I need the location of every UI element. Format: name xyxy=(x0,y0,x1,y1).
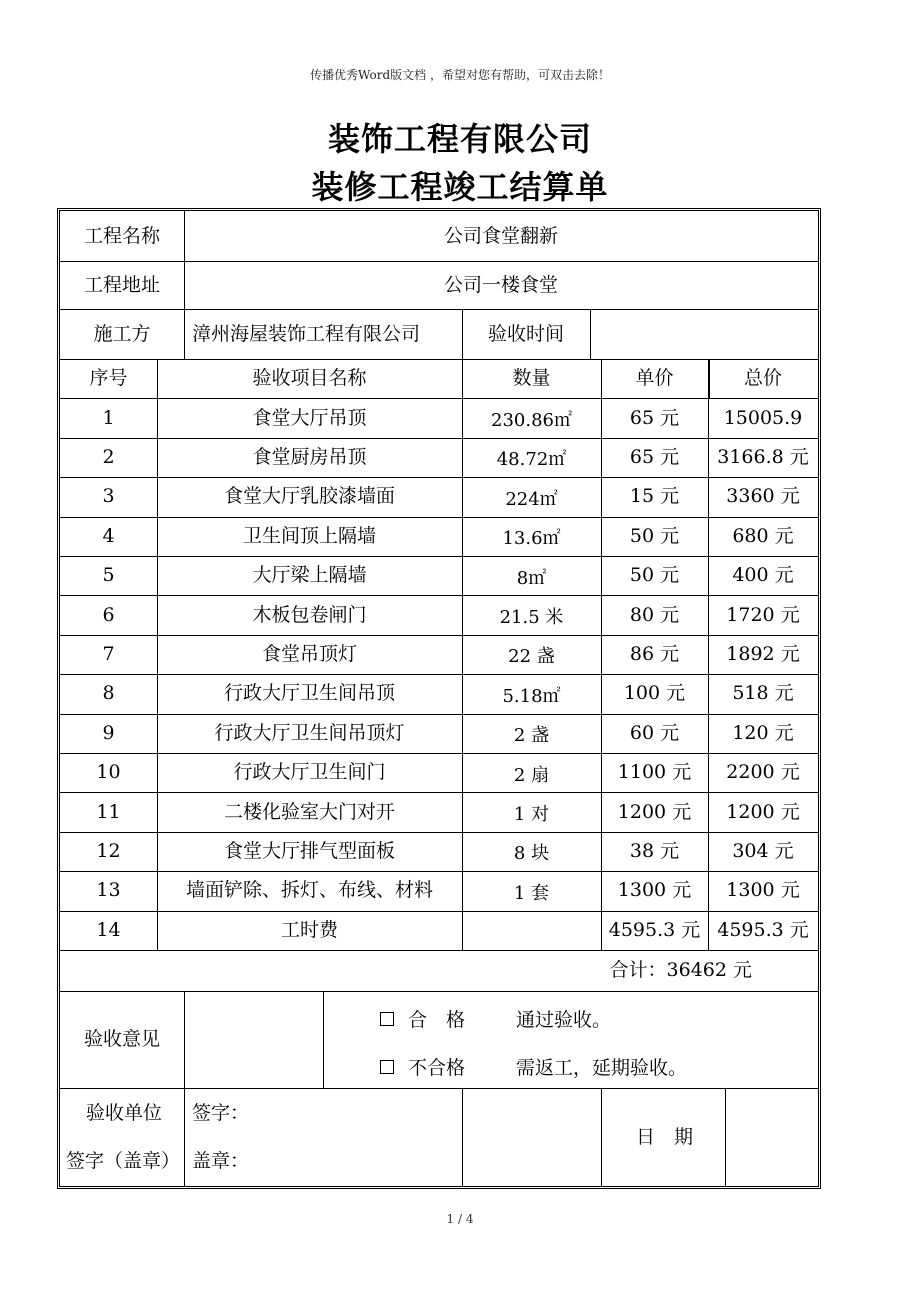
opinion-pass-description: 通过验收。 xyxy=(516,1009,612,1031)
sign-unit-label: 验收单位 xyxy=(85,1101,162,1124)
row-unit-price: 65 元 xyxy=(629,445,680,468)
row-total: 15005.9 xyxy=(723,406,803,429)
row-item-name: 食堂大厅吊顶 xyxy=(252,406,367,429)
grid-line xyxy=(708,359,710,398)
row-no: 1 xyxy=(102,406,115,429)
row-unit-price: 1100 元 xyxy=(617,761,692,784)
row-no: 5 xyxy=(102,564,115,587)
row-item-name: 二楼化验室大门对开 xyxy=(223,800,395,823)
row-quantity: 224㎡ xyxy=(505,488,558,510)
row-total: 4595.3 元 xyxy=(717,918,809,941)
row-no: 3 xyxy=(102,485,115,508)
row-item-name: 大厅梁上隔墙 xyxy=(252,564,367,587)
row-no: 13 xyxy=(96,879,121,902)
row-total: 680 元 xyxy=(732,524,794,547)
contractor-label: 施工方 xyxy=(93,322,151,345)
row-no: 9 xyxy=(102,721,115,744)
row-unit-price: 65 元 xyxy=(629,406,680,429)
row-no: 4 xyxy=(102,524,115,547)
row-quantity: 8㎡ xyxy=(516,567,547,589)
row-item-name: 食堂大厅排气型面板 xyxy=(223,839,395,862)
row-total: 2200 元 xyxy=(726,761,800,784)
grid-line xyxy=(708,398,709,950)
project-name-label: 工程名称 xyxy=(83,224,160,247)
row-item-name: 卫生间顶上隔墙 xyxy=(242,524,376,547)
acceptance-time-value xyxy=(590,309,818,359)
sum-total: 合计：36462 元 xyxy=(609,959,752,981)
document-title: 装修工程竣工结算单 xyxy=(311,168,609,206)
page-indicator: 1 / 4 xyxy=(446,1212,474,1226)
row-no: 14 xyxy=(96,918,121,941)
opinion-label: 验收意见 xyxy=(83,1028,160,1050)
row-total: 1892 元 xyxy=(726,642,800,665)
row-unit-price: 38 元 xyxy=(629,839,680,862)
row-quantity: 1 套 xyxy=(513,882,550,904)
project-address-value: 公司一楼食堂 xyxy=(443,273,558,296)
project-name-value: 公司食堂翻新 xyxy=(443,224,558,247)
date-label: 日 期 xyxy=(635,1125,693,1148)
row-unit-price: 50 元 xyxy=(629,524,680,547)
contractor-value: 漳州海屋装饰工程有限公司 xyxy=(192,322,421,345)
row-total: 1200 元 xyxy=(726,800,800,823)
signature-label: 签字： xyxy=(192,1101,250,1124)
row-item-name: 木板包卷闸门 xyxy=(252,603,367,626)
grid-line xyxy=(462,1088,463,1186)
row-quantity: 5.18㎡ xyxy=(502,685,561,707)
opinion-pass-status: 合 格 xyxy=(408,1009,466,1031)
row-unit-price: 1300 元 xyxy=(617,879,692,902)
row-item-name: 食堂大厅乳胶漆墙面 xyxy=(223,485,395,508)
opinion-pass xyxy=(380,1005,611,1032)
grid-line xyxy=(323,991,324,1088)
row-quantity: 2 扇 xyxy=(513,764,550,786)
checkbox-icon[interactable] xyxy=(380,1012,394,1026)
row-quantity: 8 块 xyxy=(513,843,550,865)
row-no: 6 xyxy=(102,603,115,626)
row-no: 10 xyxy=(96,761,121,784)
row-unit-price: 80 元 xyxy=(629,603,680,626)
header-item-name: 验收项目名称 xyxy=(252,367,367,390)
row-item-name: 食堂吊顶灯 xyxy=(261,642,357,665)
row-no: 2 xyxy=(102,445,115,468)
header-quantity: 数量 xyxy=(512,367,551,390)
row-quantity: 2 盏 xyxy=(513,725,550,747)
row-total: 400 元 xyxy=(732,564,794,587)
header-unit-price: 单价 xyxy=(635,367,674,390)
project-address-label: 工程地址 xyxy=(83,273,160,296)
opinion-fail-description: 需返工，延期验收。 xyxy=(516,1057,688,1079)
row-item-name: 行政大厅卫生间吊顶灯 xyxy=(214,721,405,744)
row-total: 3360 元 xyxy=(726,485,800,508)
row-unit-price: 60 元 xyxy=(629,721,680,744)
row-quantity: 48.72㎡ xyxy=(496,449,567,471)
row-total: 1300 元 xyxy=(726,879,800,902)
row-unit-price: 86 元 xyxy=(629,642,680,665)
company-title: 装饰工程有限公司 xyxy=(327,120,592,158)
row-unit-price: 100 元 xyxy=(623,682,686,705)
grid-line xyxy=(184,991,185,1088)
row-total: 518 元 xyxy=(732,682,794,705)
row-item-name: 食堂厨房吊顶 xyxy=(252,445,367,468)
opinion-fail-status: 不合格 xyxy=(408,1057,466,1079)
stamp-label: 盖章： xyxy=(192,1149,250,1172)
row-quantity: 13.6㎡ xyxy=(502,528,561,550)
row-unit-price: 50 元 xyxy=(629,564,680,587)
row-total: 1720 元 xyxy=(726,603,800,626)
row-unit-price: 4595.3 元 xyxy=(608,918,701,941)
row-no: 11 xyxy=(96,800,121,823)
row-item-name: 行政大厅卫生间门 xyxy=(233,761,386,784)
checkbox-icon[interactable] xyxy=(380,1060,394,1074)
row-item-name: 行政大厅卫生间吊顶 xyxy=(223,682,395,705)
row-unit-price: 15 元 xyxy=(629,485,680,508)
header-no: 序号 xyxy=(89,367,128,390)
row-quantity: 1 对 xyxy=(513,804,550,826)
sign-unit-label-line2: 签字（盖章） xyxy=(66,1149,181,1172)
row-total: 120 元 xyxy=(732,721,794,744)
row-no: 7 xyxy=(102,642,115,665)
row-no: 8 xyxy=(102,682,115,705)
row-quantity: 21.5 米 xyxy=(499,607,564,629)
row-item-name: 墙面铲除、拆灯、布线、材料 xyxy=(185,879,433,902)
header-total: 总价 xyxy=(743,367,782,390)
row-no: 12 xyxy=(96,839,121,862)
settlement-form xyxy=(57,208,821,1189)
opinion-fail xyxy=(380,1053,687,1080)
grid-line xyxy=(601,359,602,950)
row-total: 304 元 xyxy=(732,839,794,862)
row-quantity xyxy=(462,914,601,953)
row-quantity: 22 盏 xyxy=(508,646,555,668)
row-unit-price: 1200 元 xyxy=(617,800,692,823)
acceptance-time-label: 验收时间 xyxy=(487,322,564,345)
header-note: 传播优秀Word版文档 ，希望对您有帮助，可双击去除！ xyxy=(310,68,610,82)
grid-line xyxy=(157,359,158,950)
grid-line xyxy=(725,1088,726,1186)
grid-line xyxy=(462,359,463,950)
row-quantity: 230.86㎡ xyxy=(491,410,572,432)
row-total: 3166.8 元 xyxy=(717,445,809,468)
row-item-name: 工时费 xyxy=(280,918,338,941)
